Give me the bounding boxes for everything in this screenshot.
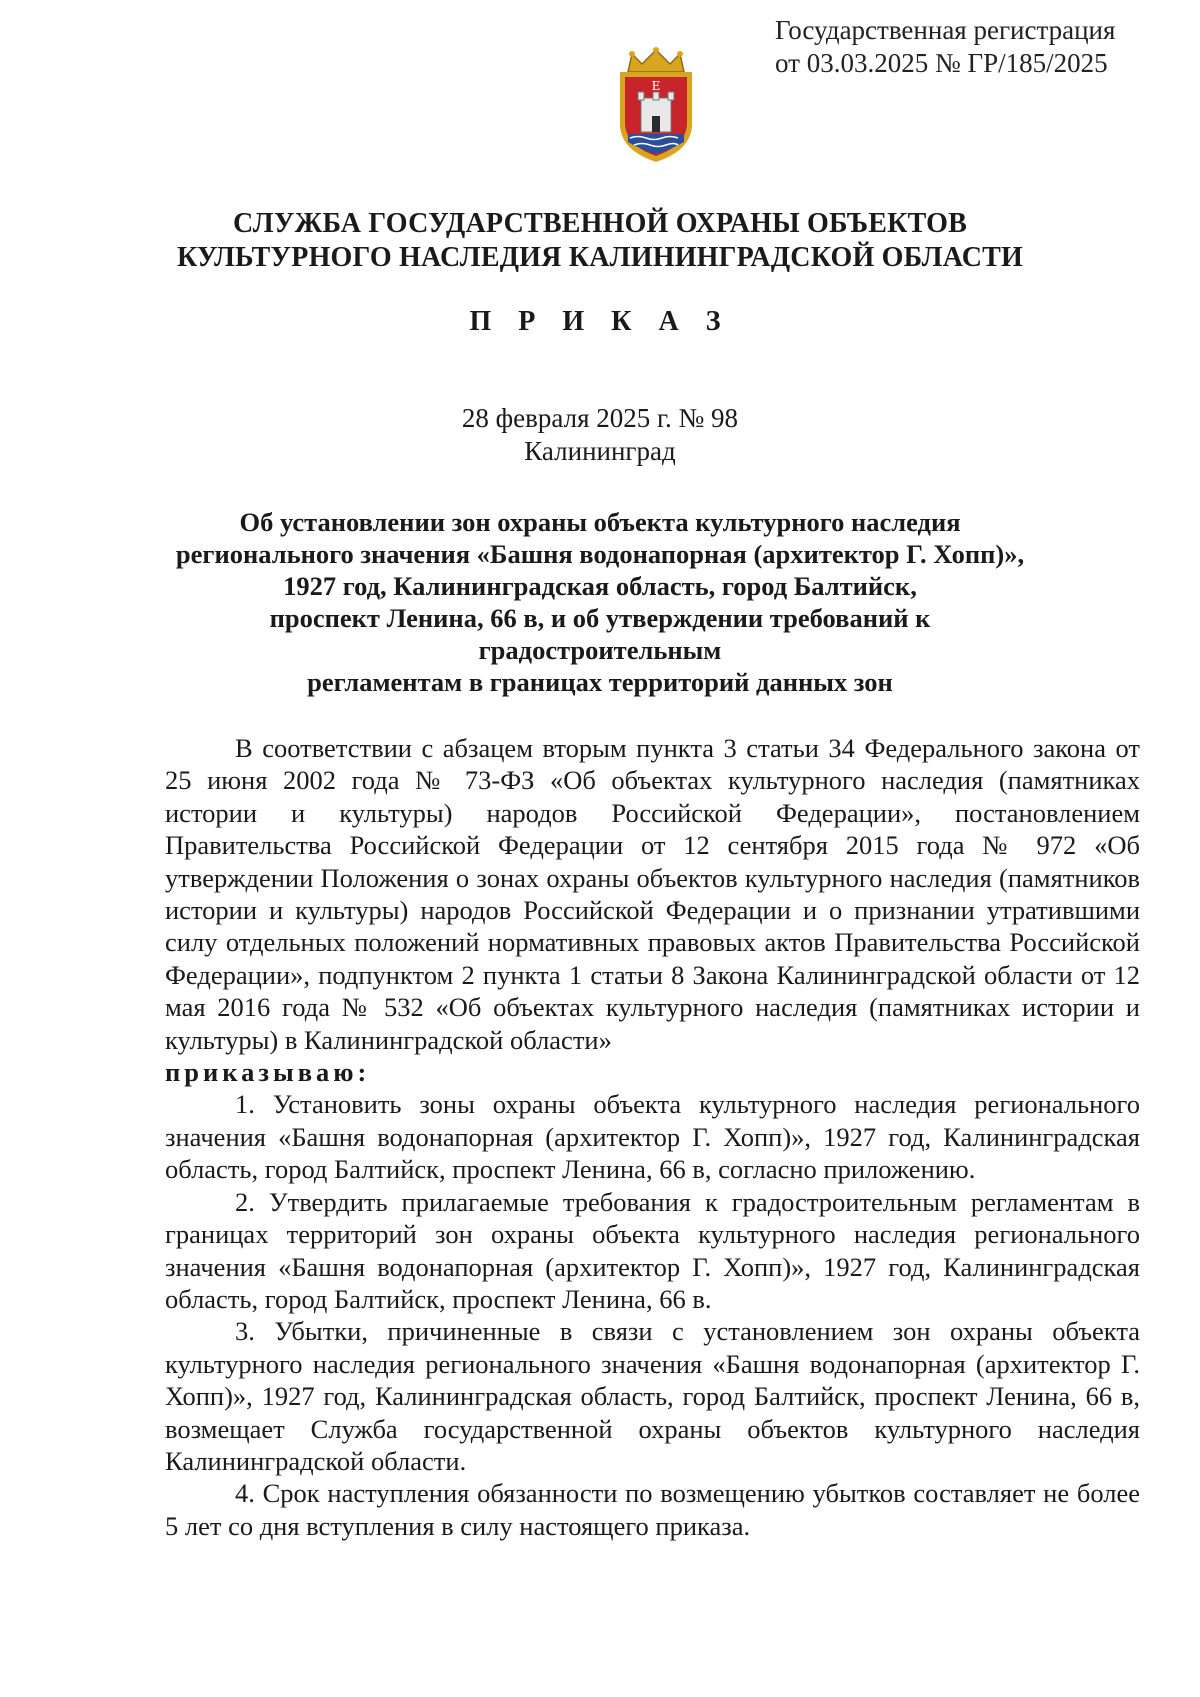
order-item-4: 4. Срок наступления обязанности по возмещению убытков составляет не более 5 лет со дня вступления в силу настоящего приказа.: [165, 1478, 1140, 1541]
preamble-paragraph: В соответствии с абзацем вторым пункта 3 статьи 34 Федерального закона от 25 июня 2002 года № 73-ФЗ «Об объектах культурного наследия (памятниках истории и культуры) народов Российской Федерации», постановлением Правительства Российской Федерации от 12 сентября 2015 года № 972 «Об утверждении Положения о зонах охраны объектов культурного наследия (памятников истории и культуры) народов Российской Федерации и о признании утратившими силу отдельных положений нормативных правовых актов Правительства Российской Федерации», подпунктом 2 пункта 1 статьи 8 Закона Калининградской области от 12 мая 2016 года № 532 «Об объектах культурного наследия (памятниках истории и культуры) в Калининградской области»: [165, 733, 1140, 1055]
subject-line-4: проспект Ленина, 66 в, и об утверждении требований к градостроительным: [269, 603, 931, 665]
order-date-number: 28 февраля 2025 г. № 98: [461, 403, 739, 433]
organization-title-line-1: СЛУЖБА ГОСУДАРСТВЕННОЙ ОХРАНЫ ОБЪЕКТОВ: [233, 208, 967, 239]
organization-title-line-2: КУЛЬТУРНОГО НАСЛЕДИЯ КАЛИНИНГРАДСКОЙ ОБЛАСТИ: [176, 242, 1024, 273]
subject-line-1: Об установлении зон охраны объекта культурного наследия: [239, 507, 961, 537]
subject-line-5: регламентам в границах территорий данных зон: [307, 667, 893, 697]
document-type-heading: П Р И К А З: [469, 306, 731, 337]
order-item-1: 1. Установить зоны охраны объекта культурного наследия регионального значения «Башня водонапорная (архитектор Г. Хопп)», 1927 год, Калининградская область, город Балтийск, проспект Ленина, 66 в, согласно приложению.: [165, 1089, 1140, 1185]
svg-text:Е: Е: [651, 79, 661, 93]
registration-line-2: от 03.03.2025 № ГР/185/2025: [775, 48, 1108, 78]
subject-line-2: регионального значения «Башня водонапорная (архитектор Г. Хопп)»,: [175, 539, 1025, 569]
date-and-number: [100, 402, 1100, 468]
registration-stamp: [775, 14, 1155, 80]
registration-line-1: Государственная регистрация: [775, 15, 1116, 45]
order-subject: [150, 506, 1050, 698]
organization-title: [100, 207, 1100, 275]
order-item-2: 2. Утвердить прилагаемые требования к градостроительным регламентам в границах территорий зон охраны объекта культурного наследия регионального значения «Башня водонапорная (архитектор Г. Хопп)», 1927 год, Калининградская область, город Балтийск, проспект Ленина, 66 в.: [165, 1186, 1140, 1314]
subject-line-3: 1927 год, Калининградская область, город Балтийск,: [283, 571, 917, 601]
directive-word: приказываю:: [165, 1057, 371, 1088]
coat-of-arms-icon: [608, 46, 704, 166]
order-city: Калининград: [524, 436, 676, 466]
order-body: [165, 732, 1140, 1542]
order-item-3: 3. Убытки, причиненные в связи с установлением зон охраны объекта культурного наследия регионального значения «Башня водонапорная (архитектор Г. Хопп)», 1927 год, Калининградская область, город Балтийск, проспект Ленина, 66 в, возмещает Служба государственной охраны объектов культурного наследия Калининградской области.: [165, 1316, 1140, 1476]
